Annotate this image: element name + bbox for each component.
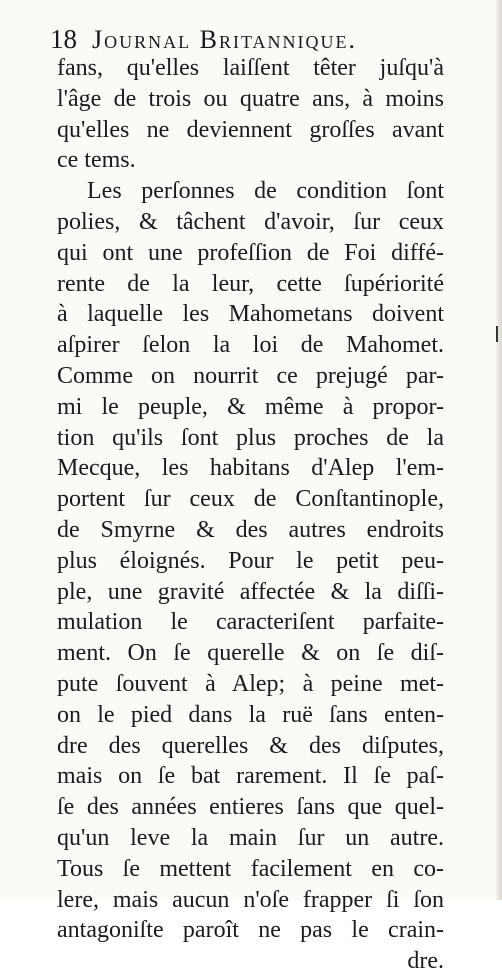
text-line: ple, une gravité affectée & la diſſi- [57, 578, 444, 605]
text-line: Comme on nourrit ce prejugé par- [57, 362, 444, 389]
text-line: qu'elles ne deviennent groſſes avant [57, 116, 444, 143]
text-line: Mecque, les habitans d'Alep l'em- [57, 455, 444, 482]
text-line: aſpirer ſelon la loi de Mahomet. [57, 332, 444, 359]
text-line: de Smyrne & des autres endroits [57, 516, 444, 543]
text-line: tion qu'ils ſont plus proches de la [57, 424, 444, 451]
text-line: pute ſouvent à Alep; à peine met- [57, 670, 444, 697]
text-line: dre des querelles & des diſputes, [57, 732, 444, 759]
running-title: Journal Britannique. [92, 25, 357, 54]
text-line: lere, mais aucun n'oſe frapper ſi ſon [57, 886, 444, 913]
text-line: portent ſur ceux de Conſtantinople, [57, 486, 444, 513]
page-number: 18 [50, 24, 77, 54]
text-line: Les perſonnes de condition ſont [87, 178, 444, 205]
text-line: antagoniſte paroît ne pas le crain- [57, 917, 444, 944]
body-text [57, 53, 444, 977]
gutter-mark [496, 326, 498, 342]
text-line: Tous ſe mettent facilement en co- [57, 855, 444, 882]
page-gutter [496, 0, 502, 900]
text-line: à laquelle les Mahometans doivent [57, 301, 444, 328]
text-line: qu'un leve la main ſur un autre. [57, 824, 444, 851]
text-line: mi le peuple, & même à propor- [57, 393, 444, 420]
text-line: mais on ſe bat rarement. Il ſe paſ- [57, 763, 444, 790]
page-header [50, 21, 422, 57]
text-line: ce tems. [57, 147, 136, 174]
text-line: mulation le caracteriſent parfaite- [57, 609, 444, 636]
text-line: l'âge de trois ou quatre ans, à moins [57, 85, 444, 112]
text-line: fans, qu'elles laiſſent têter juſqu'à [57, 55, 444, 81]
text-line: plus éloignés. Pour le petit peu- [57, 547, 444, 574]
text-line: ment. On ſe querelle & on ſe diſ- [57, 640, 444, 667]
text-line: ſe des années entieres ſans que quel- [57, 794, 444, 821]
text-line: qui ont une profeſſion de Foi diffé- [57, 239, 444, 266]
catchword: dre. [407, 948, 444, 975]
text-line: on le pied dans la ruë ſans enten- [57, 701, 444, 728]
text-line: rente de la leur, cette ſupériorité [57, 270, 444, 297]
text-line: polies, & tâchent d'avoir, ſur ceux [57, 208, 444, 235]
